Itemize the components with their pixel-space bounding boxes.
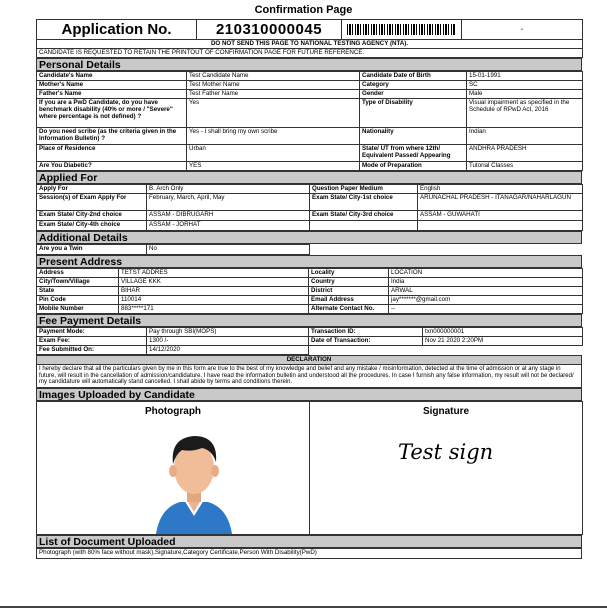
field-value: Nov 21 2020 2:20PM xyxy=(423,337,583,346)
field-value: Test Father Name xyxy=(187,90,360,99)
field-label: Candidate's Name xyxy=(37,72,187,81)
field-label: State/ UT from where 12th/ Equivalent Passed/ Appearing xyxy=(360,145,467,162)
table-row xyxy=(37,185,583,194)
field-label: Exam State/ City-3rd choice xyxy=(310,211,418,221)
field-label: District xyxy=(309,287,389,296)
field-label: Mobile Number xyxy=(37,305,119,314)
header-table xyxy=(36,19,583,58)
field-label: Pin Code xyxy=(37,296,119,305)
field-value: ASSAM - GUWAHATI xyxy=(418,211,583,221)
field-value: YES xyxy=(187,162,360,171)
field-label: Mother's Name xyxy=(37,81,187,90)
field-value: jay*******@gmail.com xyxy=(389,296,583,305)
field-value: ASSAM - DIBRUGARH xyxy=(147,211,310,221)
candidate-photo xyxy=(152,424,236,534)
field-value: BIHAR xyxy=(119,287,309,296)
field-label: Exam Fee: xyxy=(37,337,147,346)
table-row xyxy=(37,278,583,287)
section-present-address: Present Address xyxy=(36,255,582,268)
applied-for-table xyxy=(36,184,583,231)
table-row xyxy=(37,221,583,231)
section-applied-for: Applied For xyxy=(36,171,582,184)
table-row xyxy=(37,328,583,337)
field-label: Payment Mode: xyxy=(37,328,147,337)
table-row xyxy=(37,194,583,211)
field-label: Question Paper Medium xyxy=(310,185,418,194)
field-value: ANDHRA PRADESH xyxy=(467,145,583,162)
table-row xyxy=(37,296,583,305)
images-table xyxy=(36,401,583,535)
field-value: TETST ADDRES xyxy=(119,269,309,278)
table-row xyxy=(37,90,583,99)
field-label: Exam State/ City-1st choice xyxy=(310,194,418,211)
twin-label: Are you a Twin xyxy=(37,245,147,255)
field-value: 110014 xyxy=(119,296,309,305)
field-value: Male xyxy=(467,90,583,99)
field-label: Address xyxy=(37,269,119,278)
field-value: Pay through SBI(MOPS) xyxy=(147,328,309,337)
field-value: Indian xyxy=(467,128,583,145)
field-label: Father's Name xyxy=(37,90,187,99)
section-personal-details: Personal Details xyxy=(36,58,582,71)
field-value: ASSAM - JORHAT xyxy=(147,221,310,231)
field-label: Exam State/ City-2nd choice xyxy=(37,211,147,221)
field-value: Yes xyxy=(187,99,360,128)
field-label: Locality xyxy=(309,269,389,278)
barcode-image xyxy=(347,24,456,35)
table-row xyxy=(37,305,583,314)
table-row xyxy=(37,346,583,355)
field-label: Gender xyxy=(360,90,467,99)
field-label: Date of Transaction: xyxy=(309,337,423,346)
field-label xyxy=(310,221,418,231)
field-value: February, March, April, May xyxy=(147,194,310,211)
table-row xyxy=(37,162,583,171)
field-value: Tutorial Classes xyxy=(467,162,583,171)
table-row xyxy=(37,337,583,346)
field-label: State xyxy=(37,287,119,296)
additional-details-table xyxy=(36,244,583,255)
application-number: 210310000045 xyxy=(197,20,342,40)
table-row xyxy=(37,81,583,90)
field-label: City/Town/Village xyxy=(37,278,119,287)
table-row xyxy=(37,245,583,255)
table-row xyxy=(37,287,583,296)
table-row xyxy=(37,211,583,221)
table-row xyxy=(37,145,583,162)
field-value: SC xyxy=(467,81,583,90)
field-label: Apply For xyxy=(37,185,147,194)
field-value: English xyxy=(418,185,583,194)
barcode xyxy=(342,20,462,40)
field-value: 14/12/2020 xyxy=(147,346,309,355)
notice-text: CANDIDATE IS REQUESTED TO RETAIN THE PRINTOUT OF CONFIRMATION PAGE FOR FUTURE REFERENCE. xyxy=(37,49,583,58)
page-divider xyxy=(0,606,607,608)
field-value: ARUNACHAL PRADESH - ITANAGAR/NAHARLAGUN xyxy=(418,194,583,211)
field-label: Category xyxy=(360,81,467,90)
section-additional-details: Additional Details xyxy=(36,231,582,244)
page-title: Confirmation Page xyxy=(254,4,353,16)
photograph-box xyxy=(37,401,310,534)
application-label: Application No. xyxy=(37,20,197,40)
section-documents-uploaded: List of Document Uploaded xyxy=(36,535,582,548)
field-label: Place of Residence xyxy=(37,145,187,162)
field-label: Session(s) of Exam Apply For xyxy=(37,194,147,211)
field-label: Do you need scribe (as the criteria given in the Information Bulletin) ? xyxy=(37,128,187,145)
field-label: Fee Submitted On: xyxy=(37,346,147,355)
field-label: Type of Disability xyxy=(360,99,467,128)
field-value: Urban xyxy=(187,145,360,162)
field-label: Mode of Preparation xyxy=(360,162,467,171)
field-value: LOCATION xyxy=(389,269,583,278)
documents-list: Photograph (with 80% face without mask),Signature,Category Certificate,Person With Disability(PwD) xyxy=(37,548,582,558)
confirmation-form xyxy=(36,19,582,559)
field-value: B. Arch Only xyxy=(147,185,310,194)
table-row xyxy=(37,99,583,128)
table-row xyxy=(37,269,583,278)
header-dash: - xyxy=(462,20,583,40)
field-value: Test Mother Name xyxy=(187,81,360,90)
fee-payment-table xyxy=(36,327,583,355)
field-value: Visual impairment as specified in the Schedule of RPwD Act, 2016 xyxy=(467,99,583,128)
field-label: Candidate Date of Birth xyxy=(360,72,467,81)
field-value: ARWAL xyxy=(389,287,583,296)
section-images-uploaded: Images Uploaded by Candidate xyxy=(36,388,582,401)
personal-details-table xyxy=(36,71,583,171)
field-label: Email Address xyxy=(309,296,389,305)
field-label: Exam State/ City-4th choice xyxy=(37,221,147,231)
signature-label: Signature xyxy=(422,405,470,417)
field-value: txn000000001 xyxy=(423,328,583,337)
field-value: 15-01-1991 xyxy=(467,72,583,81)
declaration-text: I hereby declare that all the particulars given by me in this form are true to the best of my knowledge and belief and any mistake / misinformation, detected at the time of admission or at any stage in future, will result in the cancellation of admission/candidature. I have read the information bulletin and understood all the procedures. In case I furnish any false information, my result will not be declared/ my candidature will automatically stand cancelled. I shall abide by terms and conditions therein. xyxy=(37,365,582,388)
table-row xyxy=(37,128,583,145)
field-label: Alternate Contact No. xyxy=(309,305,389,314)
documents-table xyxy=(36,548,582,559)
field-value: India xyxy=(389,278,583,287)
field-value: Test Candidate Name xyxy=(187,72,360,81)
twin-value: No xyxy=(147,245,310,255)
section-fee-payment: Fee Payment Details xyxy=(36,314,582,327)
table-row xyxy=(37,72,583,81)
field-label: If you are a PwD Candidate, do you have benchmark disability (40% or more / "Severe" where percentage is not defined) ? xyxy=(37,99,187,128)
field-value xyxy=(418,221,583,231)
warning-text: DO NOT SEND THIS PAGE TO NATIONAL TESTING AGENCY (NTA). xyxy=(37,40,583,49)
signature-image: Test sign xyxy=(398,439,494,464)
field-label: Are You Diabetic? xyxy=(37,162,187,171)
declaration-title: DECLARATION xyxy=(37,356,582,365)
present-address-table xyxy=(36,268,583,314)
signature-box xyxy=(310,401,583,534)
field-value: VILLAGE KKK xyxy=(119,278,309,287)
field-label: Country xyxy=(309,278,389,287)
photograph-label: Photograph xyxy=(144,405,202,417)
field-label: Transaction ID: xyxy=(309,328,423,337)
field-label: Nationality xyxy=(360,128,467,145)
declaration-table xyxy=(36,355,582,388)
field-value: -- xyxy=(389,305,583,314)
field-value: 1300 /- xyxy=(147,337,309,346)
field-value: Yes - I shall bring my own scribe xyxy=(187,128,360,145)
field-value: 883*****171 xyxy=(119,305,309,314)
